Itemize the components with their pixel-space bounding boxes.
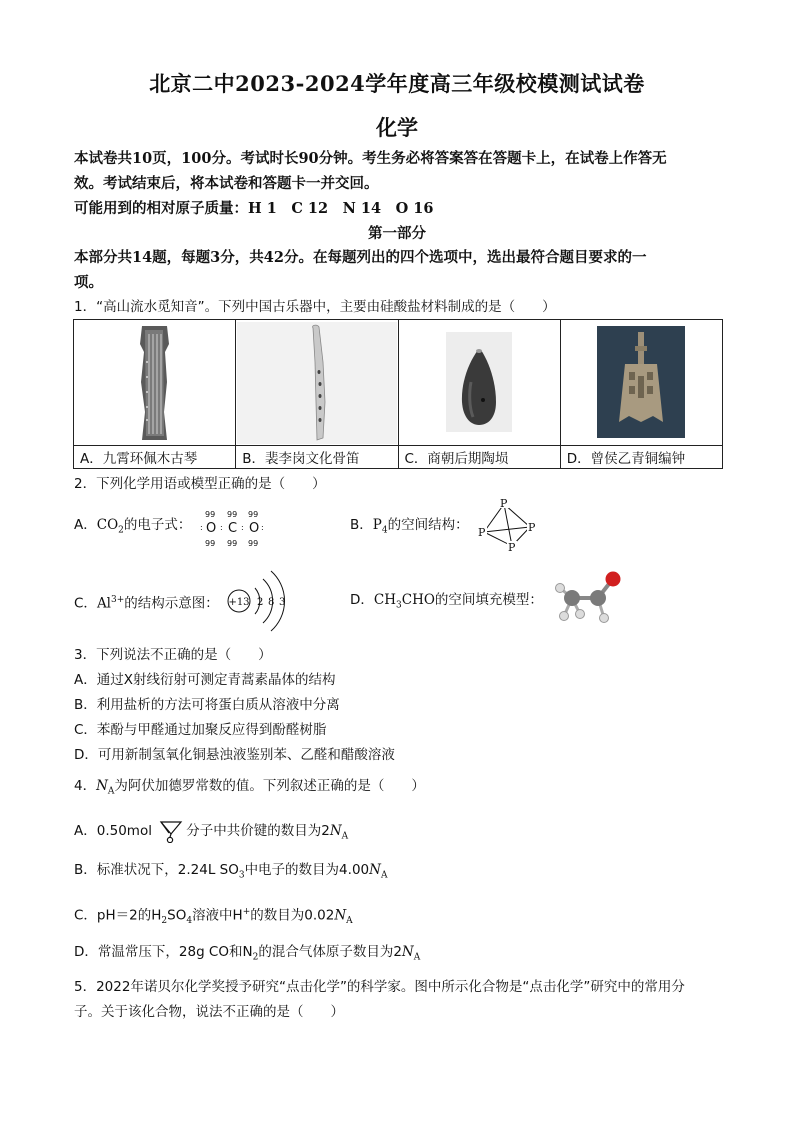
q1-option-b: B．裴李岗文化骨笛 (236, 446, 398, 469)
q5-stem-line-2: 子。关于该化合物，说法不正确的是（ ） (74, 1004, 344, 1020)
svg-text::: : (200, 523, 203, 532)
svg-text:O: O (206, 521, 217, 536)
q2-option-c: C．$Al^{3+}$的结构示意图： (74, 595, 219, 612)
intro-line-1: 本试卷共10页，100分。考试时长90分钟。考生务必将答案答在答题卡上，在试卷上作答无 (74, 150, 667, 167)
p-atom-label: P (508, 541, 516, 554)
q4-option-d: D．常温常压下，28g CO和$N_2$的混合气体原子数目为$2N_A$ (74, 944, 421, 963)
q3-option-b: B．利用盐析的方法可将蛋白质从溶液中分离 (74, 697, 340, 713)
subject-title: 化学 (376, 115, 418, 140)
q4-stem: 4．$N_A$为阿伏加德罗常数的值。下列叙述正确的是（ ） (74, 778, 425, 797)
exam-title: 北京二中2023-2024学年度高三年级校模测试试卷 (149, 71, 645, 96)
q2-stem: 2．下列化学用语或模型正确的是（ ） (74, 476, 326, 492)
svg-text:99: 99 (205, 539, 216, 548)
q4-option-a: A．0.50mol 分子中共价键的数目为$2N_A$ (74, 819, 348, 847)
svg-text:99: 99 (248, 510, 259, 519)
q4-option-c: C．pH＝2的$H_2SO_4$溶液中H+的数目为$0.02N_A$ (74, 907, 353, 927)
nucleus-charge: +13 (228, 597, 250, 608)
q3-option-a: A．通过X射线衍射可测定青蒿素晶体的结构 (74, 672, 336, 688)
co2-electron-dot-diagram (198, 508, 268, 548)
svg-text:O: O (249, 521, 260, 536)
al-ion-structure-diagram (222, 566, 292, 636)
bronze-bell-photo (560, 320, 722, 446)
shell-electrons: 2 (257, 597, 264, 608)
section-desc-1: 本部分共14题，每题3分，共42分。在每题列出的四个选项中，选出最符合题目要求的一 (74, 249, 647, 266)
q4-option-b: B．标准状况下，2.24L $SO_3$中电子的数目为$4.00N_A$ (74, 862, 388, 881)
svg-text::: : (241, 523, 244, 532)
q1-option-c: C．商朝后期陶埙 (398, 446, 560, 469)
section-title: 第一部分 (368, 225, 426, 242)
q1-option-d: D．曾侯乙青铜编钟 (560, 446, 722, 469)
svg-text::: : (261, 523, 264, 532)
p-atom-label: P (478, 526, 486, 539)
shell-electrons: 3 (279, 597, 286, 608)
intro-line-2: 效。考试结束后，将本试卷和答题卡一并交回。 (74, 175, 379, 192)
shell-electrons: 8 (268, 597, 275, 608)
q2-option-b: B．$P_4$的空间结构： (350, 517, 469, 536)
svg-text:99: 99 (248, 539, 259, 548)
bone-flute-photo (236, 320, 398, 446)
svg-text::: : (220, 523, 223, 532)
q1-option-a: A．九霄环佩木古琴 (74, 446, 236, 469)
svg-text:99: 99 (205, 510, 216, 519)
p-atom-label: P (500, 497, 508, 510)
q5-stem-line-1: 5．2022年诺贝尔化学奖授予研究“点击化学”的科学家。图中所示化合物是“点击化学”研究中的常用分 (74, 979, 685, 995)
q2-option-d: D．$CH_3CHO$的空间填充模型： (350, 592, 543, 611)
clay-xun-photo (398, 320, 560, 446)
q3-stem: 3．下列说法不正确的是（ ） (74, 647, 272, 663)
atomic-masses: 可能用到的相对原子质量：H 1 C 12 N 14 O 16 (74, 200, 434, 217)
q3-option-d: D．可用新制氢氧化铜悬浊液鉴别苯、乙醛和醋酸溶液 (74, 747, 395, 763)
p4-tetrahedron-diagram (472, 494, 544, 556)
p-atom-label: P (528, 521, 536, 534)
acetaldehyde-space-filling-model (552, 566, 634, 632)
guqin-photo (74, 320, 236, 446)
q3-option-c: C．苯酚与甲醛通过加聚反应得到酚醛树脂 (74, 722, 327, 738)
svg-text:99: 99 (227, 510, 238, 519)
q1-instrument-table (73, 319, 723, 469)
section-desc-2: 项。 (74, 274, 103, 291)
cyclopropanone-structure-icon (158, 819, 184, 843)
q1-stem: 1．“高山流水觅知音”。下列中国古乐器中，主要由硅酸盐材料制成的是（ ） (74, 299, 556, 315)
svg-text:99: 99 (227, 539, 238, 548)
svg-text:C: C (228, 521, 238, 536)
q2-option-a: A．$CO_2$的电子式： (74, 517, 192, 536)
